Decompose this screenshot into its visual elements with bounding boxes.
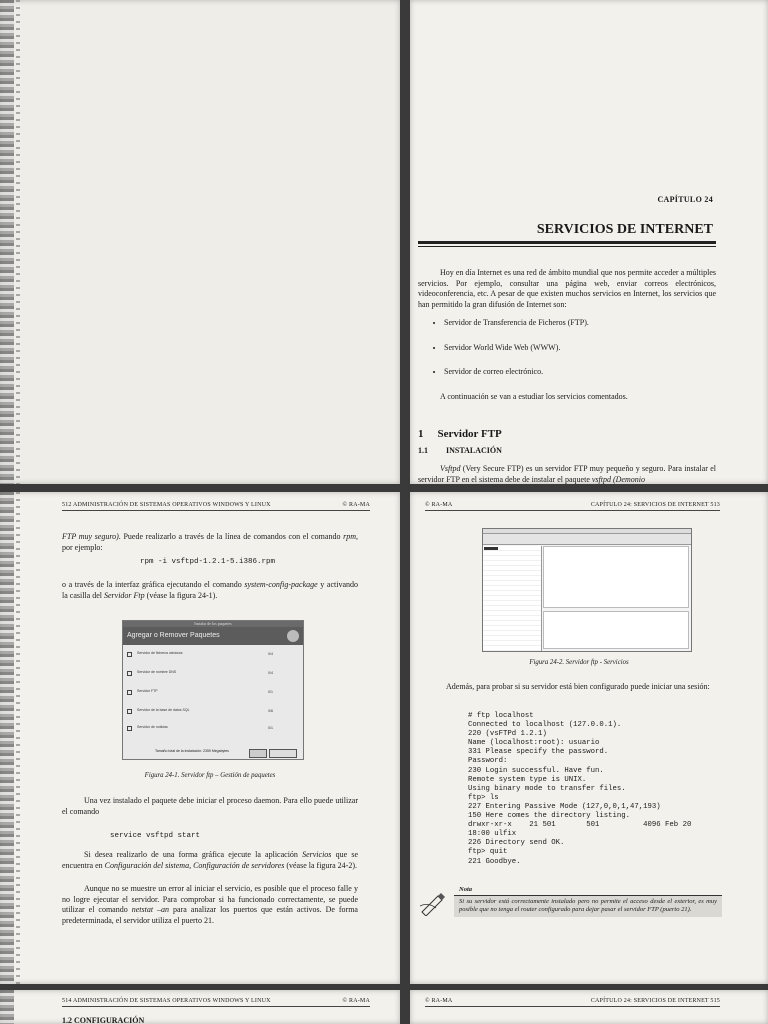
vsftpd-package: vsftpd (Demonio (591, 474, 645, 484)
page-blank-left (0, 0, 400, 484)
note-box (454, 886, 722, 928)
package-row[interactable] (123, 651, 303, 660)
code-line: 150 Here comes the directory listing. (468, 812, 631, 821)
list-item: • Servidor de correo electrónico. (444, 367, 716, 378)
window-header (123, 627, 303, 645)
code-line: 227 Entering Passive Mode (127,0,0,1,47,193) (468, 802, 661, 811)
running-header (425, 998, 720, 1007)
code-line: # ftp localhost (468, 712, 534, 720)
cmd-term: rpm (343, 532, 356, 541)
title-rule-thick (418, 241, 716, 244)
header-right: CAPÍTULO 24: SERVICIOS DE INTERNET 515 (590, 998, 720, 1004)
chapter-label: CAPÍTULO 24 (657, 195, 713, 204)
checkbox-icon[interactable] (127, 671, 132, 676)
code-line: Remote system type is UNIX. (468, 775, 587, 784)
subsection-heading (418, 446, 520, 455)
package-label: Servidor de nombre DNS (137, 670, 177, 674)
install-size: Tamaño total de la instalación: 2359 Megabytes (155, 749, 229, 753)
services-list (418, 318, 716, 378)
text: para analizar los puertos que están activos. De forma predeterminada, el servidor utiliza el puerto 21. (62, 905, 358, 925)
window-title: Agregar o Remover Paquetes (127, 632, 220, 639)
header-left: © RA-MA (425, 502, 453, 508)
package-row[interactable] (123, 725, 303, 734)
text: (véase la figura 24-1). (144, 590, 218, 600)
code-line: 221 Goodbye. (468, 857, 521, 866)
header-left: 514 ADMINISTRACIÓN DE SISTEMAS OPERATIVOS WINDOWS Y LINUX (62, 998, 271, 1004)
subsection-number: 1.1 (418, 446, 428, 455)
text: Puede realizarlo a través de la línea de comandos con el comando (120, 532, 344, 541)
package-count: 0/1 (268, 726, 273, 730)
package-label: Servidor de ficheros windows (137, 651, 183, 655)
continuation-paragraph: A continuación se van a estudiar los servicios comentados. (440, 391, 628, 401)
text: o a través de la interfaz gráfica ejecutando el comando (62, 580, 245, 589)
section-number: 1 (418, 428, 424, 440)
redhat-logo-icon (287, 630, 299, 642)
toolbar (483, 534, 691, 545)
text: , por ejemplo: (62, 532, 358, 552)
package-label: Servidor FTP (137, 689, 158, 693)
code-line: 331 Please specify the password. (468, 748, 609, 757)
binding-dots (16, 0, 20, 484)
header-right: © RA-MA (342, 502, 370, 508)
service-description-pane (543, 611, 689, 649)
running-header (62, 502, 370, 511)
note-title: Nota (454, 886, 722, 896)
italic-term: Servicios (302, 850, 332, 859)
binding-edge (0, 492, 14, 984)
checkbox-icon[interactable] (127, 726, 132, 731)
package-count: 0/4 (268, 671, 273, 675)
italic-term: FTP muy seguro). (62, 532, 121, 541)
text: Si desea realizarlo de una forma gráfica ejecute la aplicación (84, 850, 303, 859)
section-heading (418, 428, 516, 440)
header-right: CAPÍTULO 24: SERVICIOS DE INTERNET 513 (590, 502, 720, 508)
checkbox-icon[interactable] (127, 652, 132, 657)
text: (véase la figura 24-2). (284, 860, 357, 870)
services-paragraph (62, 850, 358, 871)
code-line: Using binary mode to transfer files. (468, 784, 626, 793)
package-manager-window (122, 620, 304, 760)
checkbox-icon[interactable] (127, 709, 132, 714)
binding-dots (16, 492, 20, 984)
page-chapter-opener (410, 0, 768, 484)
code-line: Password: (468, 757, 508, 766)
package-row[interactable] (123, 670, 303, 679)
ftp-session-code (468, 712, 691, 867)
italic-term: netstat –an (131, 905, 170, 914)
page-514 (0, 990, 400, 1024)
running-header (425, 502, 720, 511)
list-item: • Servidor de Transferencia de Ficheros (FTP). (444, 318, 716, 329)
text: y activando la casilla del (62, 580, 358, 600)
header-left: © RA-MA (425, 998, 453, 1004)
code-line: 230 Login successful. Have fun. (468, 766, 604, 775)
package-row[interactable] (123, 708, 303, 717)
page-513 (410, 492, 768, 984)
running-header (62, 998, 370, 1007)
section-title: Servidor FTP (437, 428, 502, 440)
package-row[interactable] (123, 689, 303, 698)
text: que se encuentra en (62, 850, 358, 870)
code-line: ftp> ls (468, 793, 499, 802)
title-rule-thin (418, 246, 716, 247)
services-tree[interactable] (483, 546, 542, 651)
window-titlebar: Instalar de los paquetes (123, 621, 303, 627)
note-text: Si su servidor está correctamente instalado pero no permite el acceso desde el exterior, es muy posible que no tenga el router configurado para dejar pasar el servidor FTP (puerto 21). (454, 896, 722, 917)
code-line: Name (localhost:root): usuario (468, 739, 600, 748)
italic-term: Configuración del sistema, Configuración de servidores (104, 860, 285, 870)
list-item: • Servidor World Wide Web (WWW). (444, 343, 716, 354)
session-paragraph: Además, para probar si su servidor está bien configurado puede iniciar una sesión: (446, 682, 710, 691)
header-left: 512 ADMINISTRACIÓN DE SISTEMAS OPERATIVOS WINDOWS Y LINUX (62, 502, 271, 508)
gui-paragraph (62, 580, 358, 601)
update-button[interactable] (269, 749, 297, 758)
code-line: 226 Directory send OK. (468, 839, 565, 848)
intro-block (418, 268, 716, 410)
window-footer (125, 749, 301, 757)
checkbox-icon[interactable] (127, 690, 132, 695)
italic-term: Servidor Ftp (103, 590, 145, 600)
vsftpd-paragraph (418, 464, 716, 484)
quit-button[interactable] (249, 749, 267, 758)
code-line: 18:00 ulfix (468, 830, 517, 839)
code-line: Connected to localhost (127.0.0.1). (468, 721, 622, 730)
vsftpd-term: Vsftpd (440, 464, 461, 473)
package-count: 0/1 (268, 690, 273, 694)
subsection-title: INSTALACIÓN (446, 446, 502, 455)
vsftpd-text: (Very Secure FTP) es un servidor FTP muy pequeño y seguro. Para instalar el servidor FTP en el sistema debe de instalar el paquete (418, 464, 716, 484)
code-line: drwxr-xr-x 21 501 501 4096 Feb 20 (468, 821, 692, 830)
cmd-term: system-config-package (244, 580, 318, 589)
services-window (482, 528, 692, 652)
netstat-paragraph (62, 884, 358, 926)
code-line: 220 (vsFTPd 1.2.1) (468, 730, 547, 739)
chapter-title: SERVICIOS DE INTERNET (536, 222, 713, 237)
package-count: 0/4 (268, 652, 273, 656)
binding-edge (0, 0, 14, 484)
selected-item (484, 547, 498, 550)
figure-caption: Figura 24-1. Servidor ftp – Gestión de paquetes (144, 772, 276, 779)
package-count: 0/6 (268, 709, 273, 713)
page-515 (410, 990, 768, 1024)
rpm-paragraph (62, 532, 358, 553)
section-heading: 1.2 CONFIGURACIÓN (62, 1016, 145, 1024)
package-label: Servidor de la base de datos SQL (137, 708, 190, 712)
figure-caption: Figura 24-2. Servidor ftp - Servicios (529, 659, 629, 666)
package-label: Servidor de noticias (137, 725, 168, 729)
intro-paragraph: Hoy en día Internet es una red de ámbito mundial que nos permite acceder a múltiples servicios. Por ejemplo, consultar una página web, enviar correos electrónicos, videoconferencia, etc. A pesar de que existen muchos servicios en Internet, los servicios que han permitido la gran difusión de Internet son: (418, 268, 716, 309)
page-512 (0, 492, 400, 984)
text: Aunque no se muestre un error al iniciar el servicio, es posible que el proceso falle y no logre ejecutar el servidor. Para comprobar si ha funcionado correctamente, se puede utilizar el comando (62, 884, 358, 914)
binding-edge (0, 990, 14, 1024)
services-list-pane[interactable] (543, 546, 689, 608)
code-service: service vsftpd start (110, 832, 201, 840)
code-line: ftp> quit (468, 848, 508, 857)
daemon-paragraph: Una vez instalado el paquete debe iniciar el proceso daemon. Para ello puede utilizar el comando (62, 796, 358, 816)
note-pencil-icon (418, 890, 448, 916)
code-rpm: rpm -i vsftpd-1.2.1-5.i386.rpm (140, 558, 276, 566)
header-right: © RA-MA (342, 998, 370, 1004)
